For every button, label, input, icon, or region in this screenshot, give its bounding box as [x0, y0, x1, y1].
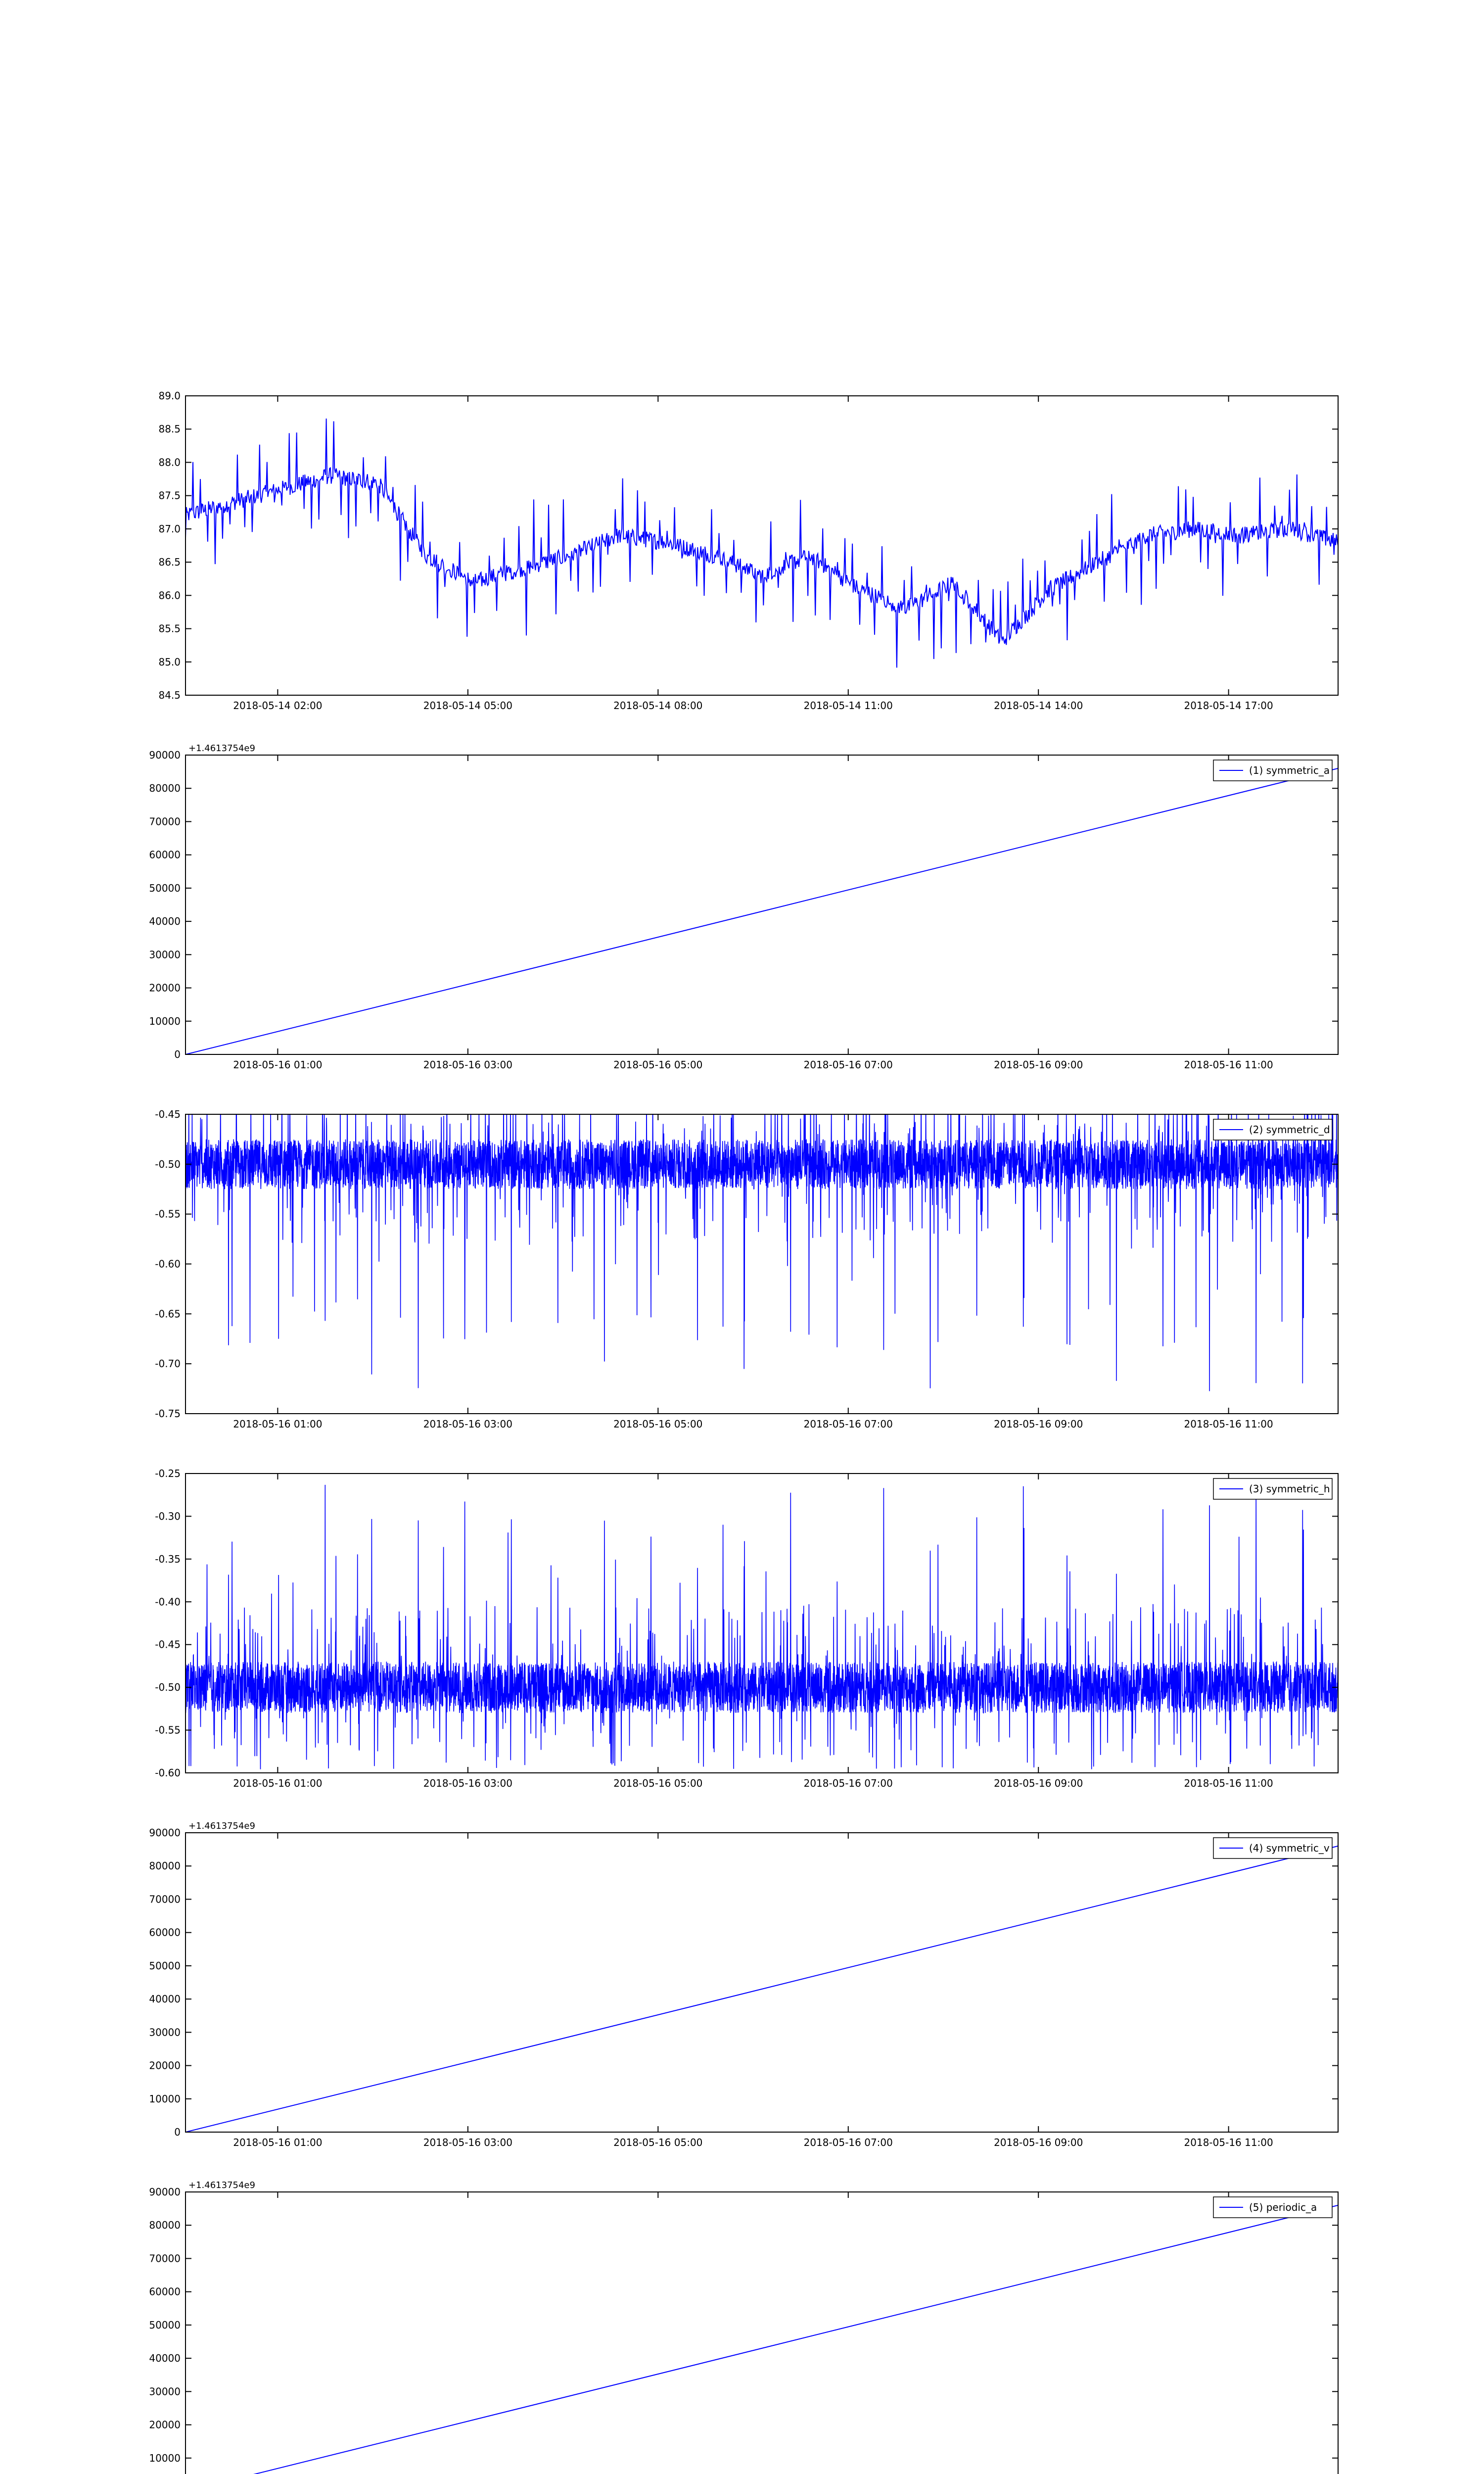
y-tick-label: 85.5: [158, 622, 181, 635]
axes-frame: [186, 755, 1338, 1054]
y-tick-label: 70000: [149, 1893, 181, 1905]
series-group: [186, 1085, 1338, 1391]
subplot-4: [155, 1468, 1338, 1789]
series-line: [186, 768, 1338, 1054]
x-tick-label: 2018-05-16 01:00: [233, 1418, 323, 1430]
y-tick-label: 90000: [149, 749, 181, 761]
x-tick-label: 2018-05-16 01:00: [233, 2137, 323, 2148]
y-tick-label: -0.25: [155, 1468, 181, 1479]
y-tick-label: 90000: [149, 2186, 181, 2198]
y-tick-label: -0.30: [155, 1510, 181, 1522]
subplot-3: [155, 1085, 1338, 1430]
series-group: [186, 1846, 1338, 2132]
y-tick-label: -0.50: [155, 1158, 181, 1170]
y-tick-label: -0.55: [155, 1724, 181, 1736]
y-tick-label: 40000: [149, 915, 181, 928]
legend-label: (5) periodic_a: [1249, 2201, 1317, 2213]
y-tick-label: -0.70: [155, 1358, 181, 1370]
x-tick-label: 2018-05-16 03:00: [423, 1418, 512, 1430]
subplot-6: [149, 2180, 1338, 2474]
x-tick-label: 2018-05-16 09:00: [994, 1418, 1083, 1430]
y-tick-label: 50000: [149, 1959, 181, 1972]
subplot-2: [149, 743, 1338, 1071]
legend-label: (3) symmetric_h: [1249, 1483, 1330, 1495]
x-tick-label: 2018-05-16 01:00: [233, 1059, 323, 1071]
y-tick-label: 10000: [149, 1015, 181, 1027]
axes-frame: [186, 1833, 1338, 2132]
y-tick-label: -0.40: [155, 1596, 181, 1608]
x-tick-label: 2018-05-14 17:00: [1184, 700, 1273, 712]
offset-label: +1.4613754e9: [188, 743, 255, 754]
y-tick-label: 0: [174, 1048, 181, 1060]
y-tick-label: 20000: [149, 2419, 181, 2431]
legend-label: (2) symmetric_d: [1249, 1124, 1330, 1136]
x-tick-label: 2018-05-16 05:00: [613, 2137, 703, 2148]
x-tick-label: 2018-05-14 05:00: [423, 700, 512, 712]
series-line: [186, 419, 1338, 668]
x-tick-label: 2018-05-14 02:00: [233, 700, 323, 712]
y-tick-label: 60000: [149, 849, 181, 861]
x-tick-label: 2018-05-16 03:00: [423, 1059, 512, 1071]
y-tick-label: 30000: [149, 2026, 181, 2039]
x-tick-label: 2018-05-14 11:00: [803, 700, 893, 712]
y-tick-label: 85.0: [158, 656, 181, 668]
x-tick-label: 2018-05-16 07:00: [803, 1777, 893, 1789]
x-tick-label: 2018-05-16 03:00: [423, 1777, 512, 1789]
y-tick-label: 20000: [149, 2059, 181, 2072]
y-tick-label: -0.60: [155, 1767, 181, 1779]
y-tick-label: -0.50: [155, 1681, 181, 1694]
x-tick-label: 2018-05-16 07:00: [803, 2137, 893, 2148]
x-tick-label: 2018-05-16 01:00: [233, 1777, 323, 1789]
y-tick-label: 90000: [149, 1827, 181, 1839]
y-tick-label: 40000: [149, 1993, 181, 2005]
x-tick-label: 2018-05-14 08:00: [613, 700, 703, 712]
y-tick-label: 50000: [149, 882, 181, 894]
y-tick-label: -0.65: [155, 1308, 181, 1320]
y-tick-label: 30000: [149, 949, 181, 961]
x-tick-label: 2018-05-16 05:00: [613, 1059, 703, 1071]
y-tick-label: 70000: [149, 2252, 181, 2265]
y-tick-label: 40000: [149, 2352, 181, 2365]
x-tick-label: 2018-05-16 11:00: [1184, 1059, 1273, 1071]
y-tick-label: 70000: [149, 815, 181, 828]
series-group: [186, 1482, 1338, 1769]
offset-label: +1.4613754e9: [188, 1821, 255, 1831]
subplot-1: [158, 390, 1338, 712]
y-tick-label: -0.35: [155, 1553, 181, 1565]
x-tick-label: 2018-05-16 09:00: [994, 1777, 1083, 1789]
y-tick-label: 60000: [149, 1926, 181, 1939]
x-tick-label: 2018-05-16 07:00: [803, 1418, 893, 1430]
subplot-5: [149, 1821, 1338, 2148]
x-tick-label: 2018-05-16 09:00: [994, 2137, 1083, 2148]
legend-label: (4) symmetric_v: [1249, 1842, 1330, 1854]
y-tick-label: -0.60: [155, 1258, 181, 1270]
y-tick-label: 20000: [149, 982, 181, 994]
series-line: [186, 2205, 1338, 2474]
y-tick-label: 87.5: [158, 489, 181, 502]
x-tick-label: 2018-05-16 05:00: [613, 1777, 703, 1789]
series-group: [186, 419, 1338, 668]
series-line: [186, 1085, 1338, 1391]
series-line: [186, 1846, 1338, 2132]
y-tick-label: -0.45: [155, 1108, 181, 1120]
x-tick-label: 2018-05-16 07:00: [803, 1059, 893, 1071]
y-tick-label: 87.0: [158, 523, 181, 535]
y-tick-label: -0.45: [155, 1638, 181, 1651]
y-tick-label: 30000: [149, 2385, 181, 2398]
y-tick-label: 10000: [149, 2093, 181, 2105]
y-tick-label: 80000: [149, 1860, 181, 1872]
series-line: [186, 1482, 1338, 1769]
offset-label: +1.4613754e9: [188, 2180, 255, 2190]
x-tick-label: 2018-05-16 05:00: [613, 1418, 703, 1430]
axes-frame: [186, 396, 1338, 695]
x-tick-label: 2018-05-16 11:00: [1184, 1777, 1273, 1789]
y-tick-label: -0.55: [155, 1208, 181, 1220]
y-tick-label: 86.5: [158, 556, 181, 569]
series-group: [186, 2205, 1338, 2474]
y-tick-label: 60000: [149, 2285, 181, 2298]
y-tick-label: -0.75: [155, 1408, 181, 1420]
x-tick-label: 2018-05-16 11:00: [1184, 2137, 1273, 2148]
x-tick-label: 2018-05-16 11:00: [1184, 1418, 1273, 1430]
x-tick-label: 2018-05-16 03:00: [423, 2137, 512, 2148]
x-tick-label: 2018-05-16 09:00: [994, 1059, 1083, 1071]
y-tick-label: 88.0: [158, 456, 181, 469]
y-tick-label: 0: [174, 2126, 181, 2138]
y-tick-label: 86.0: [158, 589, 181, 602]
y-tick-label: 80000: [149, 782, 181, 795]
x-tick-label: 2018-05-14 14:00: [994, 700, 1083, 712]
legend-label: (1) symmetric_a: [1249, 764, 1330, 776]
y-tick-label: 84.5: [158, 689, 181, 701]
axes-frame: [186, 2192, 1338, 2474]
y-tick-label: 89.0: [158, 390, 181, 402]
y-tick-label: 80000: [149, 2219, 181, 2232]
y-tick-label: 88.5: [158, 423, 181, 435]
y-tick-label: 10000: [149, 2452, 181, 2464]
y-tick-label: 50000: [149, 2319, 181, 2331]
series-group: [186, 768, 1338, 1054]
